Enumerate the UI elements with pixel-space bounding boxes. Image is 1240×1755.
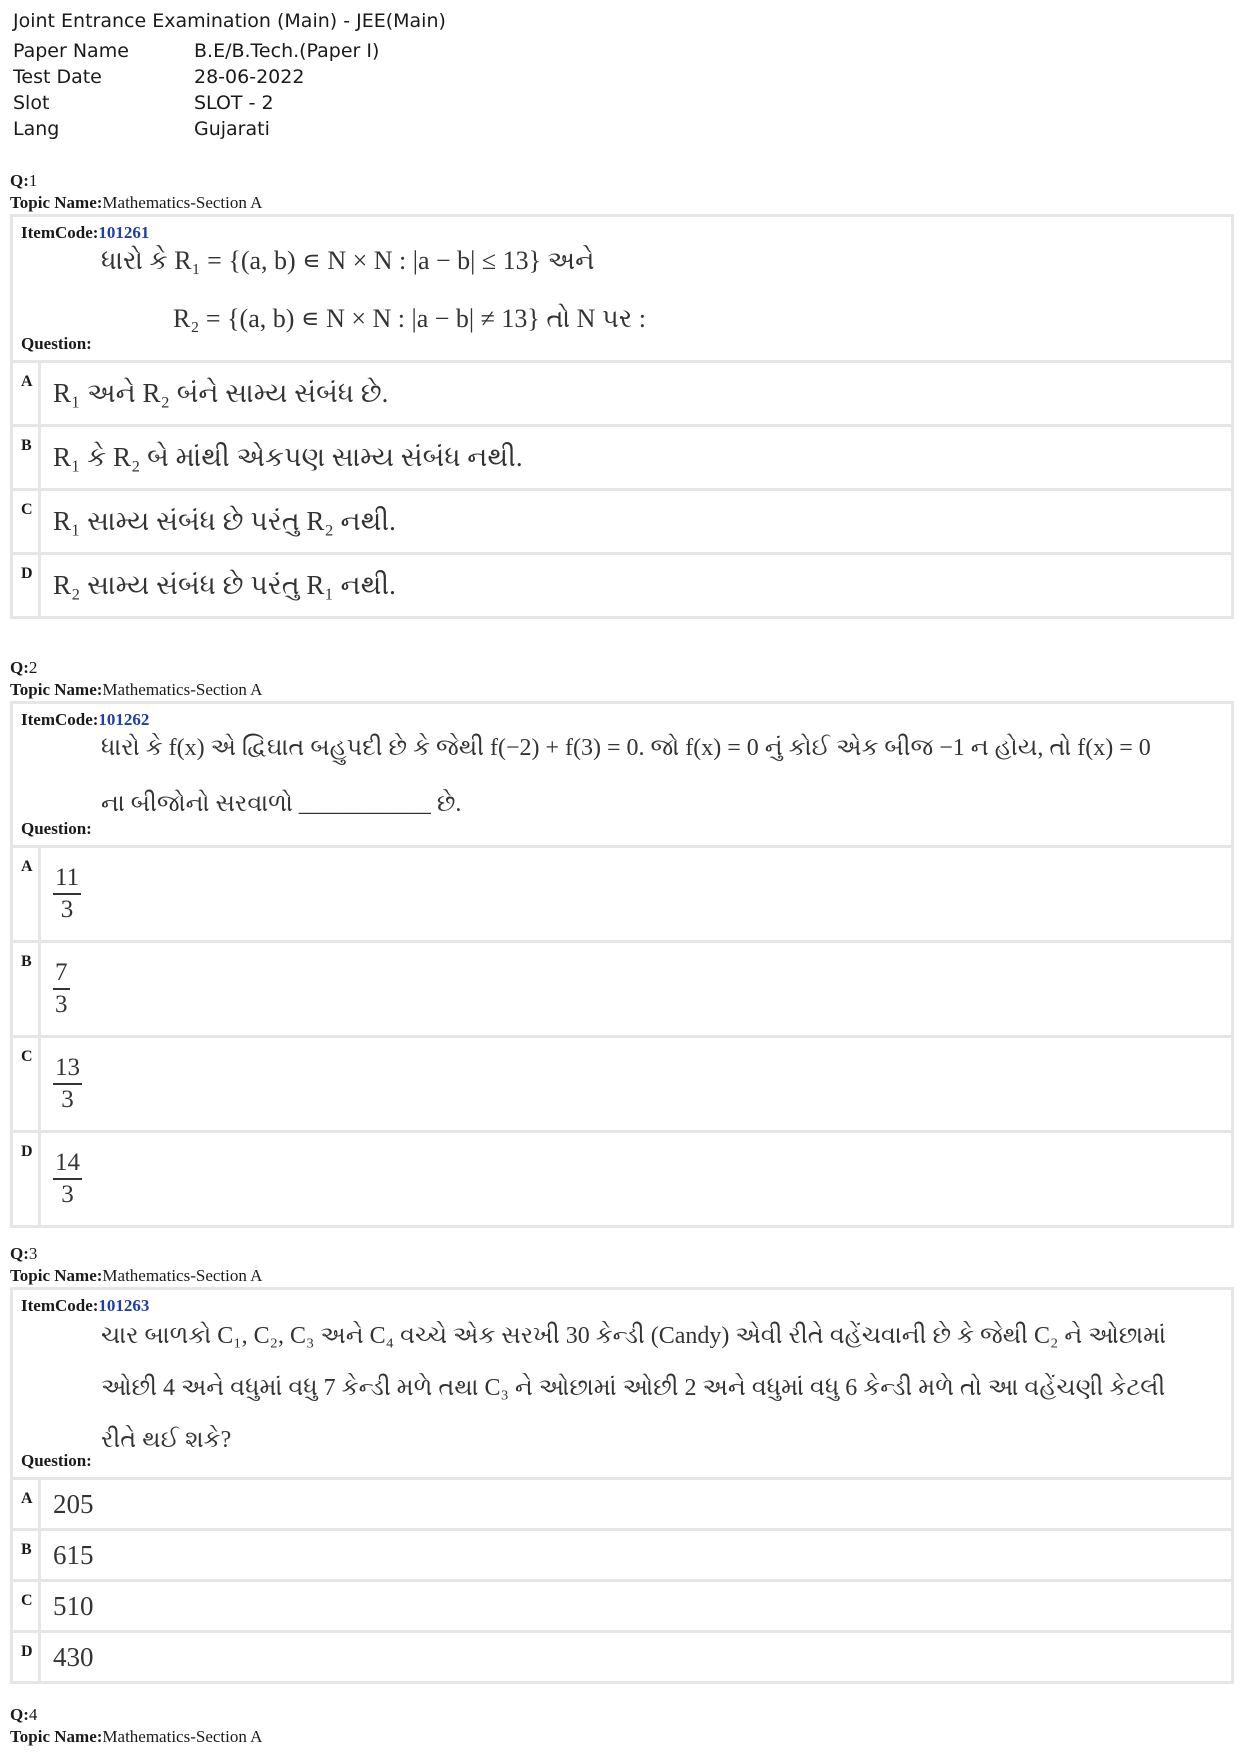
option-d[interactable]	[13, 1633, 1231, 1681]
question-text-line: ઓછી 4 અને વધુમાં વધુ 7 કેન્ડી મળે તથા C₃ ને ઓછામાં ઓછી 2 અને વધુમાં વધુ 6 કેન્ડી મળે તો આ વહેંચણી કેટલી	[101, 1375, 1166, 1401]
meta-key: Test Date	[13, 66, 102, 88]
option-label: C	[13, 491, 41, 552]
question-label: Question:	[21, 334, 92, 353]
option-a[interactable]	[13, 1480, 1231, 1531]
fraction-denominator: 3	[61, 1181, 74, 1208]
meta-value: Gujarati	[194, 118, 270, 140]
question-box	[10, 1287, 1234, 1684]
option-text: R₁ સામ્ય સંબંધ છે પરંતુ R₂ નથી.	[53, 505, 396, 536]
question-text-line: ના બીજોનો સરવાળો ___________ છે.	[101, 791, 462, 817]
meta-value: SLOT - 2	[194, 92, 274, 114]
question-label: Question:	[21, 1451, 92, 1470]
question-number: Q:3	[10, 1244, 38, 1263]
option-fraction	[53, 958, 70, 1020]
question-box	[10, 214, 1234, 619]
question-label: Question:	[21, 819, 92, 838]
question-number: Q:2	[10, 658, 38, 677]
exam-title: Joint Entrance Examination (Main) - JEE(Main)	[13, 10, 446, 32]
option-c[interactable]	[13, 1582, 1231, 1633]
option-b[interactable]	[13, 1531, 1231, 1582]
topic-name: Topic Name:Mathematics-Section A	[10, 680, 263, 699]
option-label: A	[13, 848, 41, 940]
question-box	[10, 701, 1234, 1228]
option-d[interactable]	[13, 555, 1231, 616]
meta-row-test-date	[13, 64, 446, 90]
option-c[interactable]	[13, 1038, 1231, 1133]
option-fraction	[53, 863, 81, 925]
option-text: R₁ અને R₂ બંને સામ્ય સંબંધ છે.	[53, 377, 389, 408]
question-text-line: ધારો કે R₁ = {(a, b) ∊ N × N : |a − b| ≤ 13} અને	[101, 246, 595, 275]
option-fraction	[53, 1148, 82, 1210]
item-code: ItemCode:101262	[21, 710, 150, 729]
option-text: 430	[53, 1641, 94, 1672]
question-cell	[13, 704, 1231, 848]
question-text-line: રીતે થઈ શકે?	[101, 1427, 232, 1453]
topic-name: Topic Name:Mathematics-Section A	[10, 1266, 263, 1285]
option-c[interactable]	[13, 491, 1231, 555]
fraction-denominator: 3	[60, 896, 74, 923]
question-1	[10, 170, 1234, 619]
option-text: 205	[53, 1488, 94, 1519]
option-label: D	[13, 1133, 41, 1225]
option-text: R₂ સામ્ય સંબંધ છે પરંતુ R₁ નથી.	[53, 569, 396, 600]
question-number: Q:1	[10, 171, 38, 190]
question-cell	[13, 1290, 1231, 1480]
fraction-denominator: 3	[55, 991, 68, 1018]
option-a[interactable]	[13, 363, 1231, 427]
fraction-numerator: 11	[53, 863, 81, 895]
option-fraction	[53, 1053, 82, 1115]
question-2	[10, 657, 1234, 1228]
exam-header	[13, 10, 446, 142]
meta-key: Slot	[13, 92, 50, 114]
question-cell	[13, 217, 1231, 363]
fraction-numerator: 13	[53, 1053, 82, 1085]
meta-row-paper-name	[13, 38, 446, 64]
option-label: B	[13, 427, 41, 488]
option-label: C	[13, 1582, 41, 1630]
meta-key: Paper Name	[13, 40, 129, 62]
option-text: 510	[53, 1590, 94, 1621]
option-label: D	[13, 555, 41, 616]
option-text: R₁ કે R₂ બે માંથી એકપણ સામ્ય સંબંધ નથી.	[53, 441, 523, 472]
option-label: A	[13, 1480, 41, 1528]
meta-value: B.E/B.Tech.(Paper I)	[194, 40, 380, 62]
meta-row-slot	[13, 90, 446, 116]
meta-key: Lang	[13, 118, 60, 140]
fraction-numerator: 14	[53, 1148, 82, 1180]
meta-row-lang	[13, 116, 446, 142]
option-text: 615	[53, 1539, 94, 1570]
question-text-line: R₂ = {(a, b) ∊ N × N : |a − b| ≠ 13} તો N પર :	[173, 304, 646, 333]
option-label: D	[13, 1633, 41, 1681]
topic-name: Topic Name:Mathematics-Section A	[10, 193, 263, 212]
item-code: ItemCode:101261	[21, 223, 150, 242]
option-label: B	[13, 1531, 41, 1579]
item-code: ItemCode:101263	[21, 1296, 150, 1315]
option-label: C	[13, 1038, 41, 1130]
question-text-line: ધારો કે f(x) એ દ્વિઘાત બહુપદી છે કે જેથી f(−2) + f(3) = 0. જો f(x) = 0 નું કોઈ એક બીજ −1 ન હોય, તો f(x) = 0	[101, 735, 1151, 761]
option-b[interactable]	[13, 427, 1231, 491]
option-b[interactable]	[13, 943, 1231, 1038]
meta-value: 28-06-2022	[194, 66, 305, 88]
option-d[interactable]	[13, 1133, 1231, 1225]
fraction-denominator: 3	[61, 1086, 74, 1113]
option-a[interactable]	[13, 848, 1231, 943]
question-4	[10, 1704, 1234, 1748]
topic-name: Topic Name:Mathematics-Section A	[10, 1727, 263, 1746]
fraction-numerator: 7	[53, 958, 70, 990]
question-number: Q:4	[10, 1705, 38, 1724]
question-text-line: ચાર બાળકો C₁, C₂, C₃ અને C₄ વચ્ચે એક સરખી 30 કેન્ડી (Candy) એવી રીતે વહેંચવાની છે કે જેથી C₂ ને ઓછામાં	[101, 1323, 1166, 1349]
option-label: A	[13, 363, 41, 424]
option-label: B	[13, 943, 41, 1035]
question-3	[10, 1243, 1234, 1684]
